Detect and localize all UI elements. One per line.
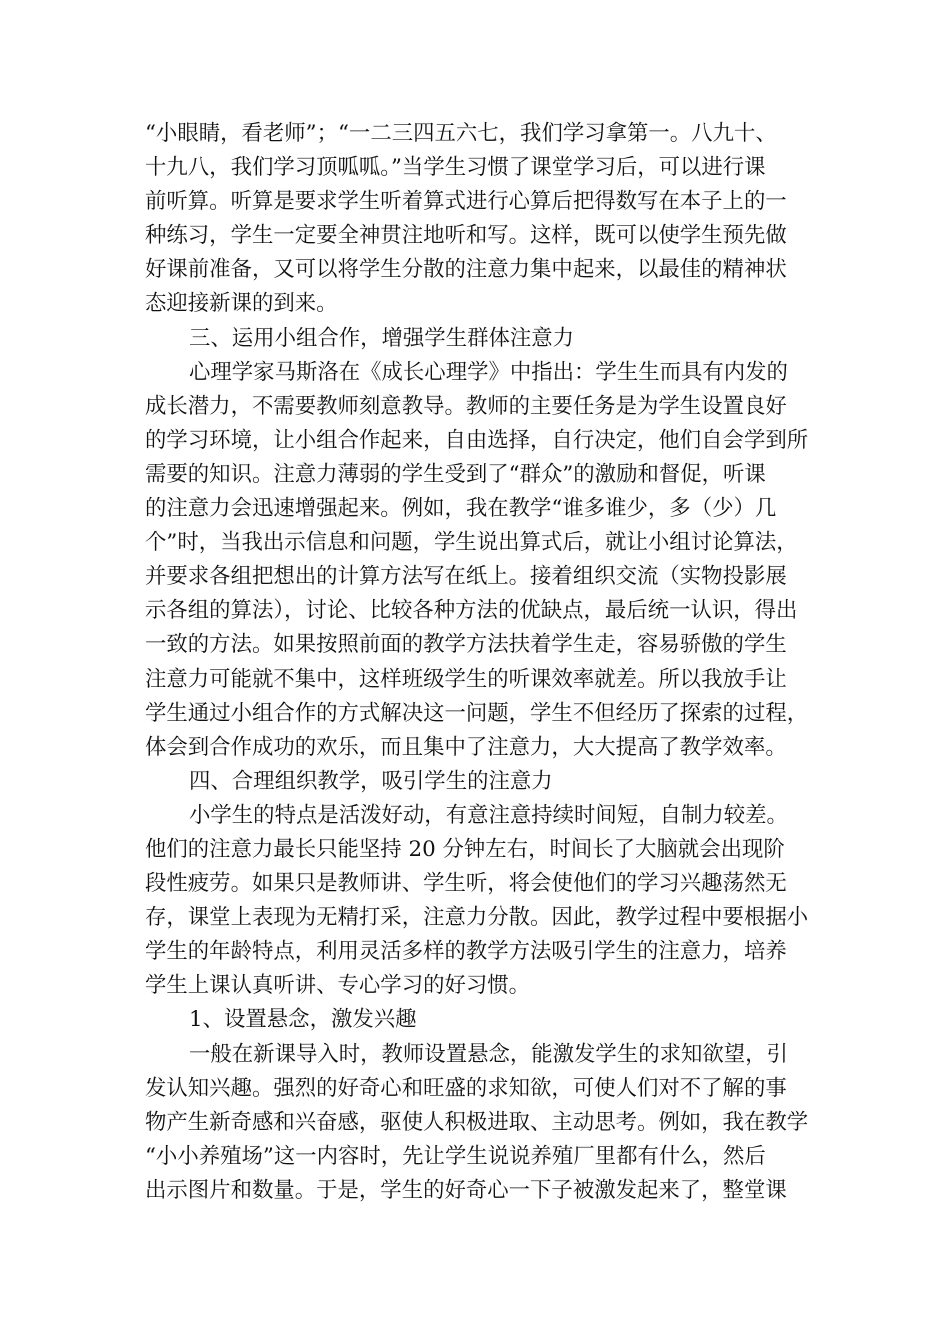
text-line: 体会到合作成功的欢乐，而且集中了注意力，大大提高了教学效率。 [145,734,787,760]
paragraph-first-line: 小学生的特点是活泼好动，有意注意持续时间短，自制力较差。 [189,802,788,828]
text-line: 学生通过小组合作的方式解决这一问题，学生不但经历了探索的过程， [145,700,809,726]
text-line: 前听算。听算是要求学生听着算式进行心算后把得数写在本子上的一 [145,189,787,215]
text-line: 注意力可能就不集中，这样班级学生的听课效率就差。所以我放手让 [145,666,787,692]
text-line: 出示图片和数量。于是，学生的好奇心一下子被激发起来了，整堂课 [145,1177,787,1203]
subsection-heading: 1、设置悬念，激发兴趣 [189,1007,417,1033]
section-heading: 三、运用小组合作，增强学生群体注意力 [189,325,575,351]
text-line: 并要求各组把想出的计算方法写在纸上。接着组织交流（实物投影展 [145,564,787,590]
text-line: 学生的年龄特点，利用灵活多样的教学方法吸引学生的注意力，培养 [145,939,787,965]
text-line: 他们的注意力最长只能坚持 20 分钟左右，时间长了大脑就会出现阶 [145,836,785,862]
text-line: 好课前准备，又可以将学生分散的注意力集中起来，以最佳的精神状 [145,257,787,283]
paragraph-first-line: 心理学家马斯洛在《成长心理学》中指出：学生生而具有内发的 [189,359,788,385]
text-line: 种练习，学生一定要全神贯注地听和写。这样，既可以使学生预先做 [145,223,787,249]
text-line: “小眼睛，看老师”；“一二三四五六七，我们学习拿第一。八九十、 [145,121,777,146]
text-line: 需要的知识。注意力薄弱的学生受到了“群众”的激励和督促，听课 [145,461,766,487]
text-line: 学生上课认真听讲、专心学习的好习惯。 [145,973,531,999]
text-line: 存，课堂上表现为无精打采，注意力分散。因此，教学过程中要根据小 [145,905,809,931]
text-line: 态迎接新课的到来。 [145,291,338,317]
text-line: 示各组的算法），讨论、比较各种方法的优缺点，最后统一认识，得出 [145,598,798,624]
paragraph-first-line: 一般在新课导入时，教师设置悬念，能激发学生的求知欲望，引 [189,1041,788,1067]
section-heading: 四、合理组织教学，吸引学生的注意力 [189,768,553,794]
text-line: “小小养殖场”这一内容时，先让学生说说养殖厂里都有什么，然后 [145,1143,766,1169]
text-line: 个”时，当我出示信息和问题，学生说出算式后，就让小组讨论算法， [145,530,798,556]
document-body [145,117,823,1208]
text-line: 成长潜力，不需要教师刻意教导。教师的主要任务是为学生设置良好 [145,393,787,419]
text-line: 的注意力会迅速增强起来。例如，我在教学“谁多谁少，多（少）几 [145,496,777,522]
text-line: 段性疲劳。如果只是教师讲、学生听，将会使他们的学习兴趣荡然无 [145,871,787,897]
text-line: 一致的方法。如果按照前面的教学方法扶着学生走，容易骄傲的学生 [145,632,787,658]
text-line: 十九八，我们学习顶呱呱。”当学生习惯了课堂学习后，可以进行课 [145,155,766,181]
text-line: 发认知兴趣。强烈的好奇心和旺盛的求知欲，可使人们对不了解的事 [145,1075,787,1101]
text-line: 物产生新奇感和兴奋感，驱使人积极进取、主动思考。例如，我在教学 [145,1109,809,1135]
text-line: 的学习环境，让小组合作起来，自由选择，自行决定，他们自会学到所 [145,427,809,453]
